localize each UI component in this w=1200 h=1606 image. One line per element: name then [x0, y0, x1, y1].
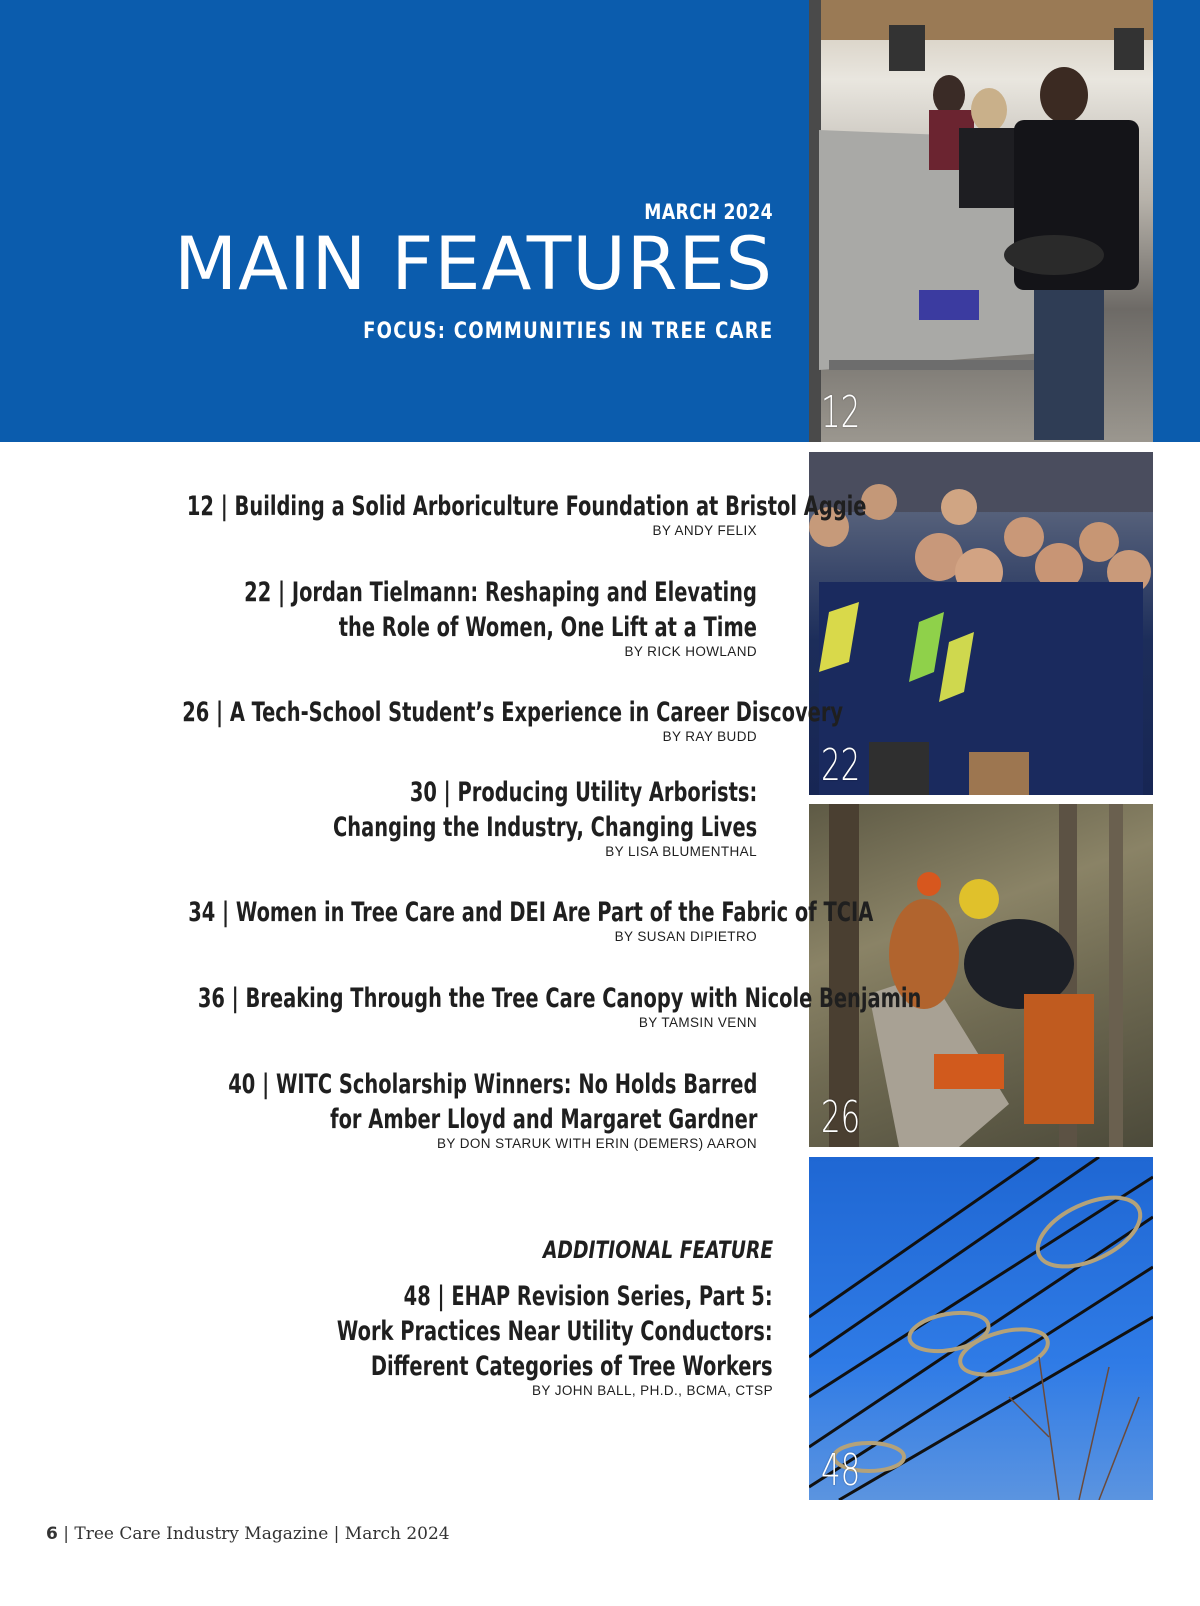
feature-byline: BY LISA BLUMENTHAL [605, 844, 757, 859]
feature-entry-22[interactable] [17, 575, 757, 659]
photo-page-number: 48 [821, 1445, 861, 1496]
feature-byline: BY RICK HOWLAND [624, 644, 757, 659]
additional-feature-label: ADDITIONAL FEATURE [542, 1236, 773, 1264]
photo-page-number: 22 [821, 740, 861, 791]
page-footer [46, 1524, 450, 1544]
feature-byline: BY SUSAN DIPIETRO [614, 929, 757, 944]
photo-utility-lines [809, 1157, 1153, 1500]
footer-text: | Tree Care Industry Magazine | March 2024 [57, 1524, 450, 1544]
feature-entry-34[interactable] [17, 895, 874, 944]
feature-title: 48 | EHAP Revision Series, Part 5: Work Practices Near Utility Conductors: Different Categories of Tree Workers [337, 1281, 773, 1382]
feature-entry-26[interactable] [17, 695, 844, 744]
feature-title: 22 | Jordan Tielmann: Reshaping and Elevating the Role of Women, One Lift at a Time [244, 577, 757, 643]
page-title: MAIN FEATURES [174, 222, 773, 307]
feature-byline: BY DON STARUK WITH ERIN (DEMERS) AARON [437, 1136, 757, 1151]
feature-title: 40 | WITC Scholarship Winners: No Holds Barred for Amber Lloyd and Margaret Gardner [227, 1069, 757, 1135]
photo-page-number: 12 [821, 387, 861, 438]
feature-entry-30[interactable] [17, 775, 757, 859]
feature-byline: BY JOHN BALL, PH.D., BCMA, CTSP [532, 1383, 773, 1398]
feature-title: 30 | Producing Utility Arborists: Changing the Industry, Changing Lives [332, 777, 757, 843]
feature-entry-40[interactable] [17, 1067, 757, 1151]
additional-feature-label-wrap [33, 1236, 773, 1264]
footer-page-number: 6 [46, 1524, 58, 1544]
issue-date: MARCH 2024 [644, 200, 773, 224]
photo-page-number: 26 [821, 1092, 861, 1143]
feature-title: 26 | A Tech-School Student’s Experience in Career Discovery [182, 697, 844, 728]
photo-workshop [809, 0, 1153, 442]
feature-byline: BY RAY BUDD [662, 729, 757, 744]
feature-entry-12[interactable] [17, 489, 867, 538]
feature-byline: BY TAMSIN VENN [638, 1015, 757, 1030]
feature-entry-48[interactable] [33, 1279, 773, 1398]
feature-title: 12 | Building a Solid Arboriculture Foundation at Bristol Aggie [186, 491, 867, 522]
photo-woods [809, 804, 1153, 1147]
feature-title: 34 | Women in Tree Care and DEI Are Part of the Fabric of TCIA [188, 897, 874, 928]
focus-subtitle: FOCUS: COMMUNITIES IN TREE CARE [362, 319, 773, 344]
feature-title: 36 | Breaking Through the Tree Care Canopy with Nicole Benjamin [197, 983, 922, 1014]
feature-entry-36[interactable] [17, 981, 922, 1030]
feature-byline: BY ANDY FELIX [652, 523, 757, 538]
